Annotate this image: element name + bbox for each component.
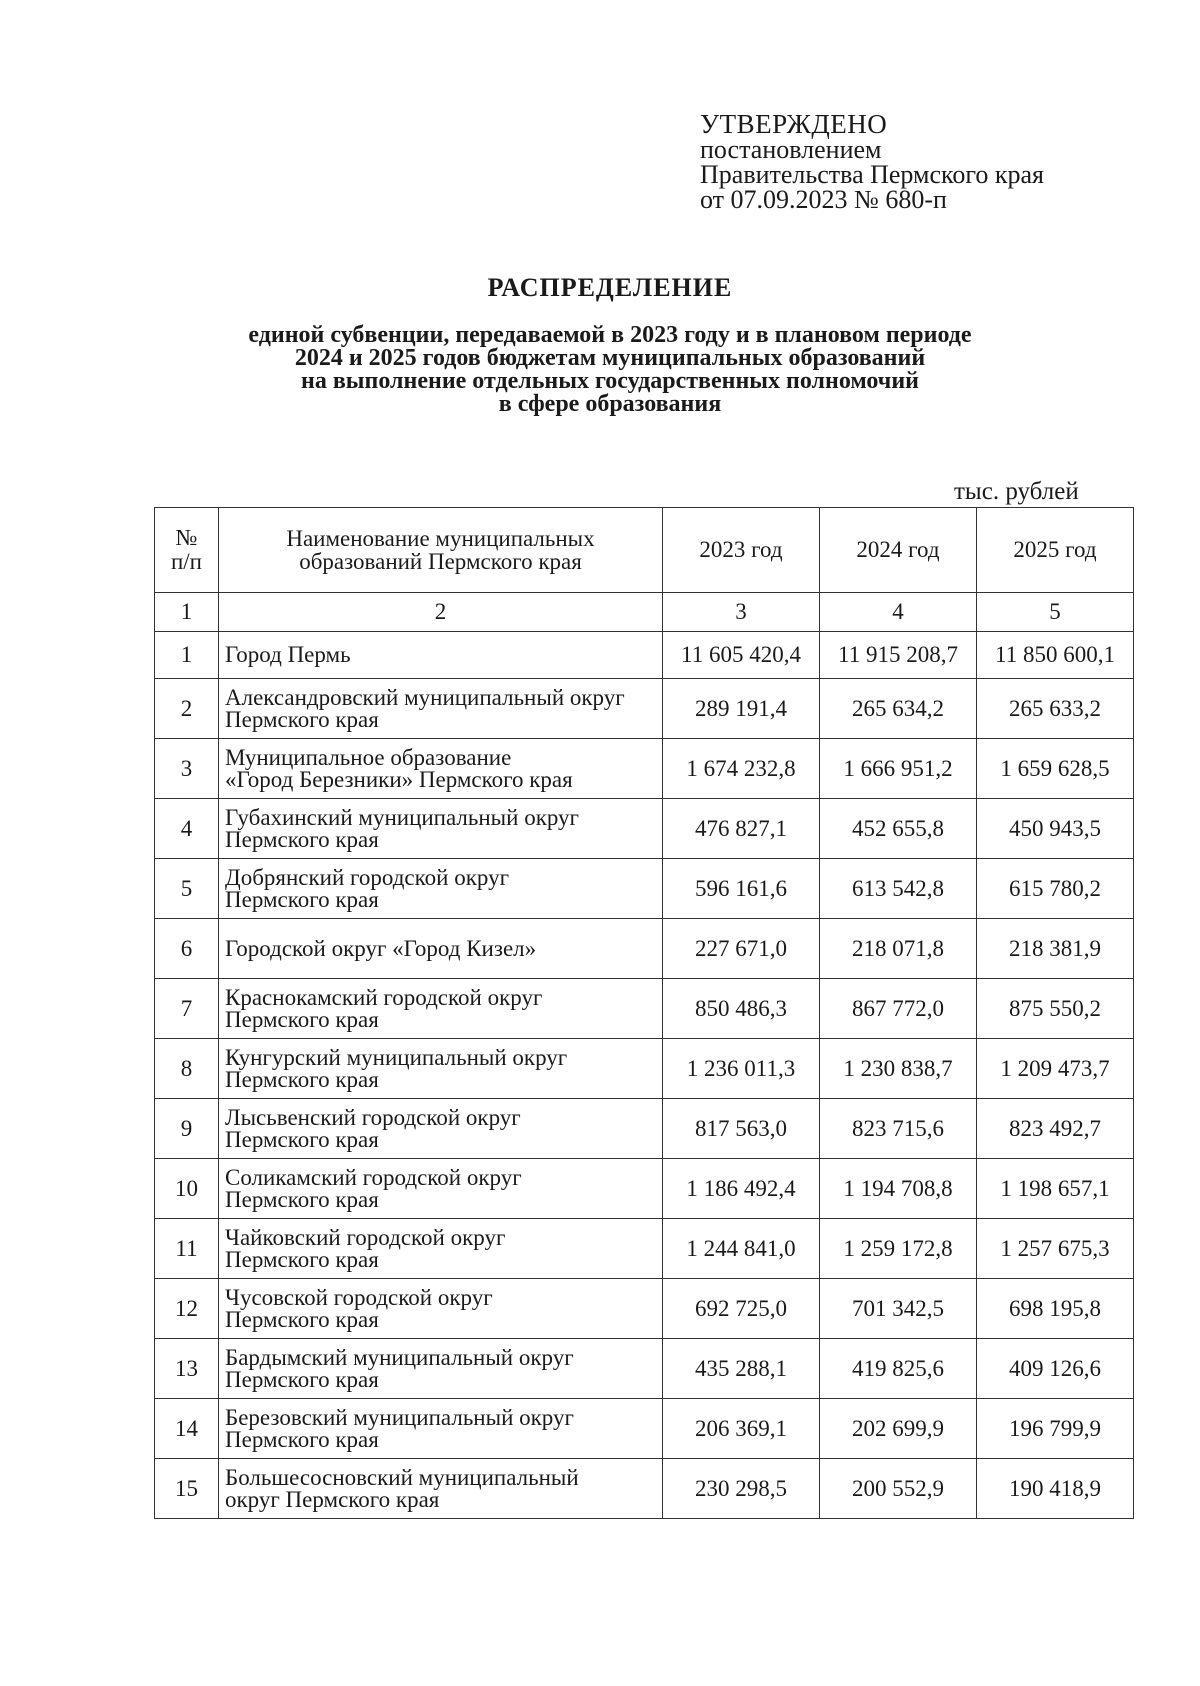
municipality-name-line: Пермского края bbox=[225, 1306, 379, 1332]
municipality-name-line: Пермского края bbox=[225, 1126, 379, 1152]
municipality-name-line: Добрянский городской округ bbox=[225, 864, 510, 890]
value-2024: 200 552,9 bbox=[820, 1459, 977, 1519]
row-number: 3 bbox=[155, 739, 219, 799]
value-2024: 701 342,5 bbox=[820, 1279, 977, 1339]
municipality-name-line: Муниципальное образование bbox=[225, 744, 512, 770]
subtitle-line: в сфере образования bbox=[498, 391, 722, 417]
municipality-name bbox=[219, 1399, 663, 1459]
municipality-name-line: Пермского края bbox=[225, 1246, 379, 1272]
municipality-name bbox=[219, 1459, 663, 1519]
municipality-name-line: Березовский муниципальный округ bbox=[225, 1404, 574, 1430]
municipality-name-line: Чайковский городской округ bbox=[225, 1224, 506, 1250]
header-2024: 2024 год bbox=[820, 508, 977, 593]
approval-title: УТВЕРЖДЕНО bbox=[700, 109, 888, 139]
municipality-name-line: Чусовской городской округ bbox=[225, 1284, 493, 1310]
table-row bbox=[155, 1399, 1134, 1459]
header-number-line: № bbox=[175, 525, 198, 550]
table-body bbox=[155, 508, 1134, 1519]
value-2023: 850 486,3 bbox=[663, 979, 820, 1039]
value-2024: 867 772,0 bbox=[820, 979, 977, 1039]
value-2023: 1 186 492,4 bbox=[663, 1159, 820, 1219]
value-2023: 692 725,0 bbox=[663, 1279, 820, 1339]
column-number: 1 bbox=[155, 593, 219, 632]
approval-stamp bbox=[700, 109, 1044, 214]
value-2025: 1 209 473,7 bbox=[977, 1039, 1134, 1099]
table-row bbox=[155, 919, 1134, 979]
value-2025: 698 195,8 bbox=[977, 1279, 1134, 1339]
value-2023: 230 298,5 bbox=[663, 1459, 820, 1519]
value-2024: 265 634,2 bbox=[820, 679, 977, 739]
table-row bbox=[155, 1459, 1134, 1519]
approval-line: Правительства Пермского края bbox=[700, 160, 1044, 189]
municipality-name bbox=[219, 1219, 663, 1279]
value-2023: 1 244 841,0 bbox=[663, 1219, 820, 1279]
value-2024: 1 666 951,2 bbox=[820, 739, 977, 799]
row-number: 15 bbox=[155, 1459, 219, 1519]
municipality-name bbox=[219, 1159, 663, 1219]
municipality-name-line: Кунгурский муниципальный округ bbox=[225, 1044, 568, 1070]
municipality-name bbox=[219, 859, 663, 919]
table-row bbox=[155, 1039, 1134, 1099]
row-number: 14 bbox=[155, 1399, 219, 1459]
municipality-name-line: Пермского края bbox=[225, 826, 379, 852]
table-row bbox=[155, 679, 1134, 739]
approval-date: от 07.09.2023 № 680-п bbox=[700, 185, 947, 214]
table-header-row bbox=[155, 508, 1134, 593]
value-2023: 1 674 232,8 bbox=[663, 739, 820, 799]
value-2023: 1 236 011,3 bbox=[663, 1039, 820, 1099]
value-2025: 218 381,9 bbox=[977, 919, 1134, 979]
value-2023: 435 288,1 bbox=[663, 1339, 820, 1399]
value-2023: 817 563,0 bbox=[663, 1099, 820, 1159]
municipality-name-line: Александровский муниципальный округ bbox=[225, 684, 625, 710]
row-number: 1 bbox=[155, 632, 219, 679]
row-number: 5 bbox=[155, 859, 219, 919]
column-number-row bbox=[155, 593, 1134, 632]
municipality-name bbox=[219, 979, 663, 1039]
municipality-name-line: Пермского края bbox=[225, 1006, 379, 1032]
approval-line: постановлением bbox=[700, 135, 882, 164]
municipality-name bbox=[219, 679, 663, 739]
value-2025: 1 659 628,5 bbox=[977, 739, 1134, 799]
municipality-name-line: Лысьвенский городской округ bbox=[225, 1104, 521, 1130]
header-name-line: Наименование муниципальных bbox=[286, 526, 595, 551]
document-subtitle bbox=[150, 324, 1070, 416]
municipality-name bbox=[219, 632, 663, 679]
value-2024: 202 699,9 bbox=[820, 1399, 977, 1459]
municipality-name-line: Пермского края bbox=[225, 1186, 379, 1212]
municipality-name-line: Краснокамский городской округ bbox=[225, 984, 543, 1010]
table-row bbox=[155, 859, 1134, 919]
municipality-name bbox=[219, 919, 663, 979]
table-row bbox=[155, 1339, 1134, 1399]
municipality-name bbox=[219, 799, 663, 859]
row-number: 7 bbox=[155, 979, 219, 1039]
table-row bbox=[155, 1099, 1134, 1159]
table-row bbox=[155, 632, 1134, 679]
distribution-table bbox=[154, 507, 1134, 1519]
municipality-name-line: Соликамский городской округ bbox=[225, 1164, 522, 1190]
row-number: 12 bbox=[155, 1279, 219, 1339]
value-2024: 11 915 208,7 bbox=[820, 632, 977, 679]
row-number: 11 bbox=[155, 1219, 219, 1279]
municipality-name bbox=[219, 1039, 663, 1099]
municipality-name-line: Большесосновский муниципальный bbox=[225, 1464, 579, 1490]
value-2025: 615 780,2 bbox=[977, 859, 1134, 919]
table-row bbox=[155, 1159, 1134, 1219]
value-2025: 11 850 600,1 bbox=[977, 632, 1134, 679]
municipality-name bbox=[219, 1099, 663, 1159]
value-2024: 452 655,8 bbox=[820, 799, 977, 859]
row-number: 10 bbox=[155, 1159, 219, 1219]
value-2025: 450 943,5 bbox=[977, 799, 1134, 859]
table-row bbox=[155, 1219, 1134, 1279]
table-row bbox=[155, 799, 1134, 859]
value-2023: 11 605 420,4 bbox=[663, 632, 820, 679]
value-2023: 289 191,4 bbox=[663, 679, 820, 739]
header-number-line: п/п bbox=[170, 549, 202, 574]
municipality-name bbox=[219, 739, 663, 799]
subtitle-line: на выполнение отдельных государственных полномочий bbox=[301, 368, 919, 394]
value-2023: 206 369,1 bbox=[663, 1399, 820, 1459]
header-number bbox=[155, 508, 219, 593]
row-number: 4 bbox=[155, 799, 219, 859]
municipality-name-line: Город Пермь bbox=[225, 642, 351, 667]
document-heading bbox=[150, 272, 1070, 416]
municipality-name bbox=[219, 1339, 663, 1399]
units-label: тыс. рублей bbox=[954, 478, 1079, 505]
municipality-name bbox=[219, 1279, 663, 1339]
value-2024: 823 715,6 bbox=[820, 1099, 977, 1159]
column-number: 4 bbox=[820, 593, 977, 632]
subtitle-line: единой субвенции, передаваемой в 2023 году и в плановом периоде bbox=[248, 322, 972, 348]
municipality-name-line: Губахинский муниципальный округ bbox=[225, 804, 579, 830]
municipality-name-line: Пермского края bbox=[225, 886, 379, 912]
value-2025: 1 198 657,1 bbox=[977, 1159, 1134, 1219]
value-2025: 409 126,6 bbox=[977, 1339, 1134, 1399]
value-2025: 1 257 675,3 bbox=[977, 1219, 1134, 1279]
header-name-line: образований Пермского края bbox=[299, 549, 582, 574]
municipality-name-line: округ Пермского края bbox=[225, 1486, 440, 1512]
municipality-name-line: Городской округ «Город Кизел» bbox=[225, 935, 537, 961]
value-2024: 218 071,8 bbox=[820, 919, 977, 979]
value-2023: 476 827,1 bbox=[663, 799, 820, 859]
subtitle-line: 2024 и 2025 годов бюджетам муниципальных образований bbox=[294, 345, 926, 371]
table-row bbox=[155, 1279, 1134, 1339]
municipality-name-line: Пермского края bbox=[225, 706, 379, 732]
row-number: 9 bbox=[155, 1099, 219, 1159]
municipality-name-line: Бардымский муниципальный округ bbox=[225, 1344, 574, 1370]
row-number: 6 bbox=[155, 919, 219, 979]
value-2024: 1 259 172,8 bbox=[820, 1219, 977, 1279]
municipality-name-line: «Город Березники» Пермского края bbox=[225, 766, 573, 792]
header-2023: 2023 год bbox=[663, 508, 820, 593]
table-row bbox=[155, 979, 1134, 1039]
column-number: 3 bbox=[663, 593, 820, 632]
value-2025: 823 492,7 bbox=[977, 1099, 1134, 1159]
value-2023: 227 671,0 bbox=[663, 919, 820, 979]
value-2024: 419 825,6 bbox=[820, 1339, 977, 1399]
value-2025: 265 633,2 bbox=[977, 679, 1134, 739]
value-2024: 613 542,8 bbox=[820, 859, 977, 919]
table-row bbox=[155, 739, 1134, 799]
value-2024: 1 230 838,7 bbox=[820, 1039, 977, 1099]
municipality-name-line: Пермского края bbox=[225, 1066, 379, 1092]
municipality-name-line: Пермского края bbox=[225, 1426, 379, 1452]
value-2023: 596 161,6 bbox=[663, 859, 820, 919]
row-number: 2 bbox=[155, 679, 219, 739]
header-name bbox=[219, 508, 663, 593]
value-2025: 190 418,9 bbox=[977, 1459, 1134, 1519]
document-title: РАСПРЕДЕЛЕНИЕ bbox=[487, 273, 733, 302]
value-2025: 196 799,9 bbox=[977, 1399, 1134, 1459]
municipality-name-line: Пермского края bbox=[225, 1366, 379, 1392]
row-number: 8 bbox=[155, 1039, 219, 1099]
column-number: 2 bbox=[219, 593, 663, 632]
value-2024: 1 194 708,8 bbox=[820, 1159, 977, 1219]
value-2025: 875 550,2 bbox=[977, 979, 1134, 1039]
header-2025: 2025 год bbox=[977, 508, 1134, 593]
column-number: 5 bbox=[977, 593, 1134, 632]
row-number: 13 bbox=[155, 1339, 219, 1399]
